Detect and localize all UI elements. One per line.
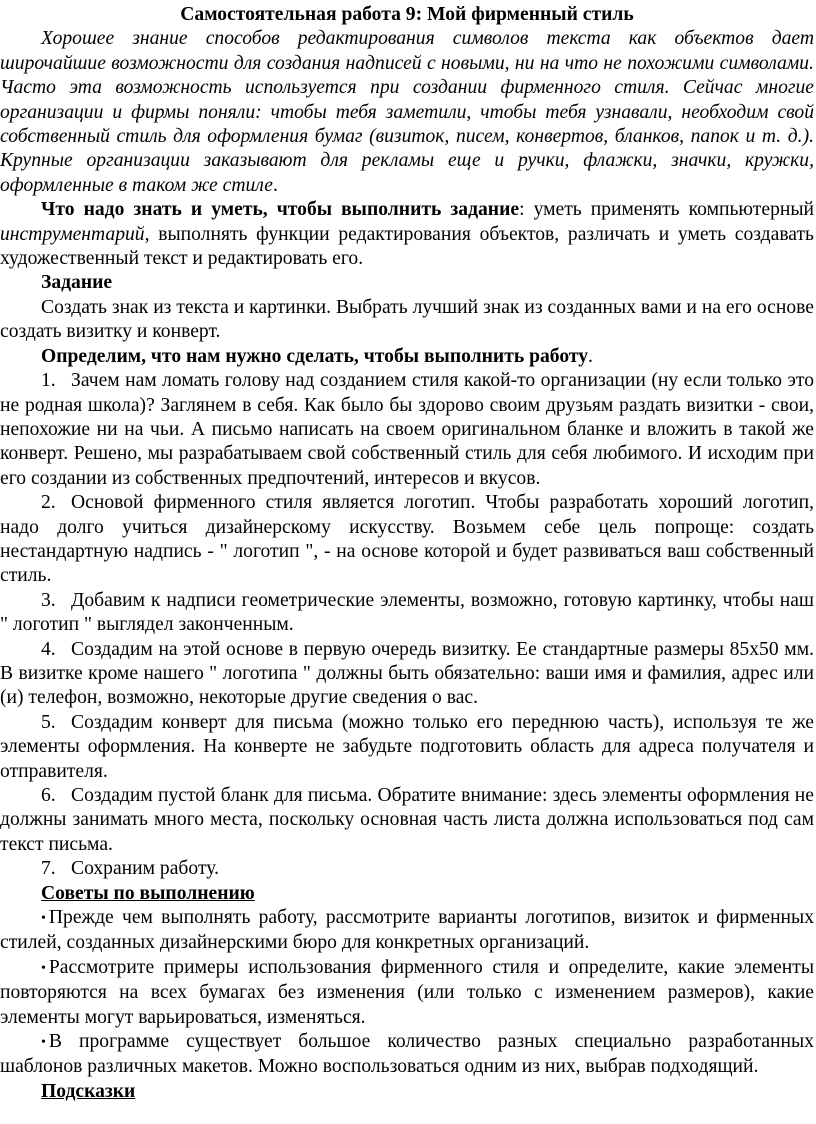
plan-item-number: 6.: [41, 785, 56, 806]
tip-text: Прежде чем выполнять работу, рассмотрите варианты логотипов, визиток и фирменных стилей, созданных дизайнерскими бюро для конкретных организаций.: [0, 907, 814, 954]
skills-colon: :: [519, 199, 525, 221]
plan-item-number: 5.: [41, 711, 56, 733]
tip-text: В программе существует большое количество разных специально разработанных шаблонов различных макетов. Можно воспользоваться одним из них, выбрав подходящий.: [0, 1031, 814, 1078]
plan-item: [0, 589, 814, 638]
bullet-icon: •: [41, 960, 46, 976]
plan-item-text: Создадим конверт для письма (можно только его переднюю часть), используя те же элементы оформления. На конверте не забудьте подготовить область для адреса получателя и отправителя.: [0, 711, 814, 782]
skills-paragraph: [0, 198, 814, 271]
page-title: Самостоятельная работа 9: Мой фирменный стиль: [180, 4, 634, 25]
plan-item: [0, 369, 814, 491]
plan-item-number: 3.: [41, 589, 56, 611]
bullet-icon: •: [41, 1035, 46, 1051]
plan-list: [0, 369, 814, 882]
plan-item: [0, 711, 814, 784]
tip-item: [0, 956, 814, 1030]
intro-period: .: [273, 174, 278, 196]
plan-item-text: Создадим пустой бланк для письма. Обратите внимание: здесь элементы оформления не должны занимать много места, поскольку основная часть листа должна использоваться под сам текст письма.: [0, 785, 814, 855]
plan-item-number: 1.: [41, 370, 56, 392]
tips-heading: [0, 882, 814, 906]
plan-item-number: 7.: [41, 858, 56, 880]
plan-item: [0, 638, 814, 711]
intro-text: Хорошее знание способов редактирования символов текста как объектов дает широчайшие возможности для создания надписей с новыми, ни на что не похожими символами. Часто эта возможность используется при создании фирменного стиля. Сейчас многие организации и фирмы поняли: чтобы тебя заметили, чтобы тебя узнавали, необходим свой собственный стиль для оформления бумаг (визиток, писем, конвертов, бланков, папок и т. д.). Крупные организации заказывают для рекламы еще и ручки, флажки, значки, кружки, оформленные в таком же стиле: [0, 28, 814, 196]
skills-label: Что надо знать и уметь, чтобы выполнить задание: [41, 199, 520, 221]
plan-item-number: 2.: [41, 492, 56, 514]
bullet-icon: •: [41, 911, 46, 927]
plan-item-text: Создадим на этой основе в первую очередь визитку. Ее стандартные размеры 85x50 мм. В визитке кроме нашего " логотипа " должны быть обязательно: ваши имя и фамилия, адрес или (и) телефон, возможно, некоторые другие сведения о вас.: [0, 638, 814, 709]
tip-text: Рассмотрите примеры использования фирменного стиля и определите, какие элементы повторяются на всех бумагах без изменения (или только с изменением размеров), какие элементы могут варьироваться, изменяться.: [0, 956, 814, 1028]
task-text: Создать знак из текста и картинки. Выбрать лучший знак из созданных вами и на его основе создать визитку и конверт.: [0, 296, 814, 343]
plan-item-text: Сохраним работу.: [71, 858, 219, 880]
task-heading: Задание: [41, 272, 113, 294]
tips-list: [0, 906, 814, 1080]
plan-item-text: Зачем нам ломать голову над созданием стиля какой-то организации (ну если только это не родная школа)? Заглянем в себя. Как было бы здорово своим друзьям раздать визитки - свои, непохожие ни на чьи. А письмо написать на своем оригинальном бланке и вложить в такой же конверт. Решено, мы разрабатываем свой собственный стиль для себя любимого. И исходим при его создании из собственных предпочтений, интересов и вкусов.: [0, 370, 814, 489]
plan-heading-period: .: [588, 345, 593, 367]
plan-item: [0, 857, 814, 881]
tips-heading-text: Советы по выполнению: [41, 882, 255, 904]
intro-paragraph: [0, 27, 814, 198]
hints-heading-text: Подсказки: [41, 1080, 136, 1102]
plan-heading: [0, 345, 814, 369]
plan-item-text: Добавим к надписи геометрические элементы, возможно, готовую картинку, чтобы наш " логотип " выглядел законченным.: [0, 589, 814, 636]
plan-item: [0, 784, 814, 857]
plan-heading-text: Определим, что нам нужно сделать, чтобы выполнить работу: [41, 345, 589, 367]
skills-text-b: , выполнять функции редактирования объектов, различать и уметь создавать художественный текст и редактировать его.: [0, 223, 814, 270]
hints-heading: [0, 1080, 814, 1104]
tip-item: [0, 1030, 814, 1080]
plan-item: [0, 491, 814, 589]
plan-item-text: Основой фирменного стиля является логотип. Чтобы разработать хороший логотип, надо долго учиться дизайнерскому искусству. Возьмем себе цель попроще: создать нестандартную надпись - " логотип ", - на основе которой и будет развиваться ваш собственный стиль.: [0, 492, 814, 587]
skills-text-a: уметь применять компьютерный: [524, 199, 814, 221]
skills-italic-word: инструментарий: [0, 223, 145, 245]
plan-item-number: 4.: [41, 638, 56, 660]
tip-item: [0, 906, 814, 956]
